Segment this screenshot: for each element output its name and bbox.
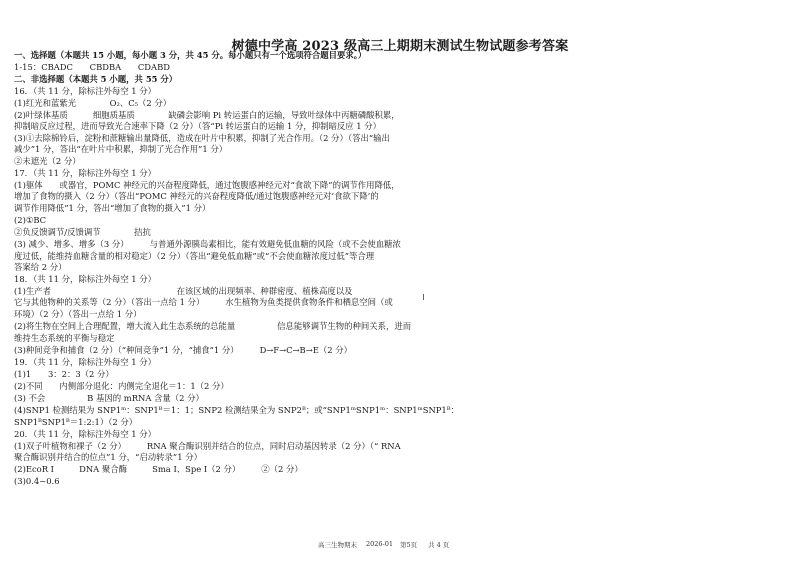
answer-line: SNP1ᴮSNP1ᴮ＝1:2:1）（2 分） [14,417,138,427]
choice-answers: 1-15：CBADC CBDBA CDABD [14,62,170,72]
section-heading-nonchoice: 二、非选择题（本题共 5 小题，共 55 分） [14,74,178,84]
answer-line: 环境）（2 分）（答出一点给 1 分） [14,309,142,319]
footer-subject: 高三生物期末 [318,541,357,549]
footer-page-total: 共 4 页 [428,541,450,549]
answer-line: 调节作用降低”1 分，答出“增加了食物的摄入”1 分） [14,203,211,213]
section-heading-choice: 一、选择题（本题共 15 小题，每小题 3 分，共 45 分。每小题只有一个选项符合题目要求。） [14,50,367,60]
answer-line: (2)EcoR Ⅰ DNA 聚合酶 Sma Ⅰ、Spe Ⅰ（2 分） ②（2 分） [14,464,303,474]
answer-line: 答案给 2 分） [14,262,67,272]
answer-line: (3)0.4~0.6 [14,476,60,486]
answer-line: 度过低，能维持血糖含量的相对稳定）（2 分）（答出“避免低血糖”或“不会使血糖浓度过低”等合理 [14,251,375,261]
answer-line: (2)将生物在空间上合理配置，增大流入此生态系统的总能量 信息能够调节生物的种间关系，进而 [14,321,412,331]
scan-mark [423,294,424,300]
answer-line: (3)①去除棉铃后，淀粉和蔗糖输出量降低，造成在叶片中积累，抑制了光合作用。（2 分）（答出“输出 [14,133,390,143]
answer-line: (1)躯体 或器官，POMC 神经元的兴奋程度降低，通过饱腹感神经元对“食欲下降”的调节作用降低， [14,180,400,190]
answer-line: (1)生产者 在该区域的出现频率、种群密度、植株高度以及 [14,286,353,296]
footer-page-number: 第5页 [400,541,418,549]
answer-line: (1)红光和蓝紫光 O₂、C₅（2 分） [14,98,172,108]
answer-line: (1)1 3：2：3（2 分） [14,369,114,379]
question-20-header: 20．（共 11 分，除标注外每空 1 分） [14,429,156,439]
answer-line: (4)SNP1 检测结果为 SNP1ᵐ：SNP1ᴮ＝1：1；SNP2 检测结果全为 SNP2ᴮ；或“SNP1ᵐSNP1ᵐ：SNP1ᵐSNP1ᴮ： [14,405,460,415]
answer-line: 维持生态系统的平衡与稳定 [14,333,115,343]
question-18-header: 18．（共 11 分，除标注外每空 1 分） [14,274,156,284]
document-title: 树德中学高 2023 级高三上期期末测试生物试题参考答案 [231,39,569,54]
answer-line: (3)种间竞争和捕食（2 分）（“种间竞争”1 分，“捕食”1 分） D→F→C→B→E（2 分） [14,345,352,355]
answer-line: 抑制暗反应过程，进而导致光合速率下降（2 分）（答“Pi 转运蛋白的运输 1 分，抑制暗反应 1 分） [14,121,381,131]
answer-line: (1)双子叶植物和裸子（2 分） RNA 聚合酶识别并结合的位点，同时启动基因转录（2 分）（“ RNA [14,441,401,451]
answer-line: 聚合酶识别并结合的位点”1 分，“启动转录”1 分） [14,452,202,462]
question-19-header: 19．（共 11 分，除标注外每空 1 分） [14,357,156,367]
answer-line: (3) 不会 B 基因的 mRNA 含量（2 分） [14,393,204,403]
question-17-header: 17．（共 11 分，除标注外每空 1 分） [14,168,156,178]
answer-line: (2)①BC [14,215,47,225]
answer-line: ②未遮光（2 分） [14,156,81,166]
question-16-header: 16．（共 11 分，除标注外每空 1 分） [14,86,156,96]
answer-line: 减少”1 分，答出“在叶片中积累，抑制了光合作用”1 分） [14,144,228,154]
footer-date: 2026-01 [366,540,394,548]
answer-line: ②负反馈调节/反馈调节 拮抗 [14,227,151,237]
answer-line: 它与其他物种的关系等（2 分）（答出一点给 1 分） 水生植物为鱼类提供食物条件和栖息空间（或 [14,297,393,307]
answer-line: (3) 减少、增多、增多（3 分） 与普通外源胰岛素相比，能有效避免低血糖的风险（或不会使血糖浓 [14,239,401,249]
answer-line: (2)叶绿体基质 细胞质基质 缺磷会影响 Pi 转运蛋白的运输，导致叶绿体中丙糖磷酸积累， [14,110,400,120]
answer-line: 增加了食物的摄入（2 分）（答出“POMC 神经元的兴奋程度降低/通过饱腹感神经元对‘食欲下降’的 [14,191,379,201]
answer-line: (2)不同 内侧部分退化：内侧完全退化＝1：1（2 分） [14,381,229,391]
